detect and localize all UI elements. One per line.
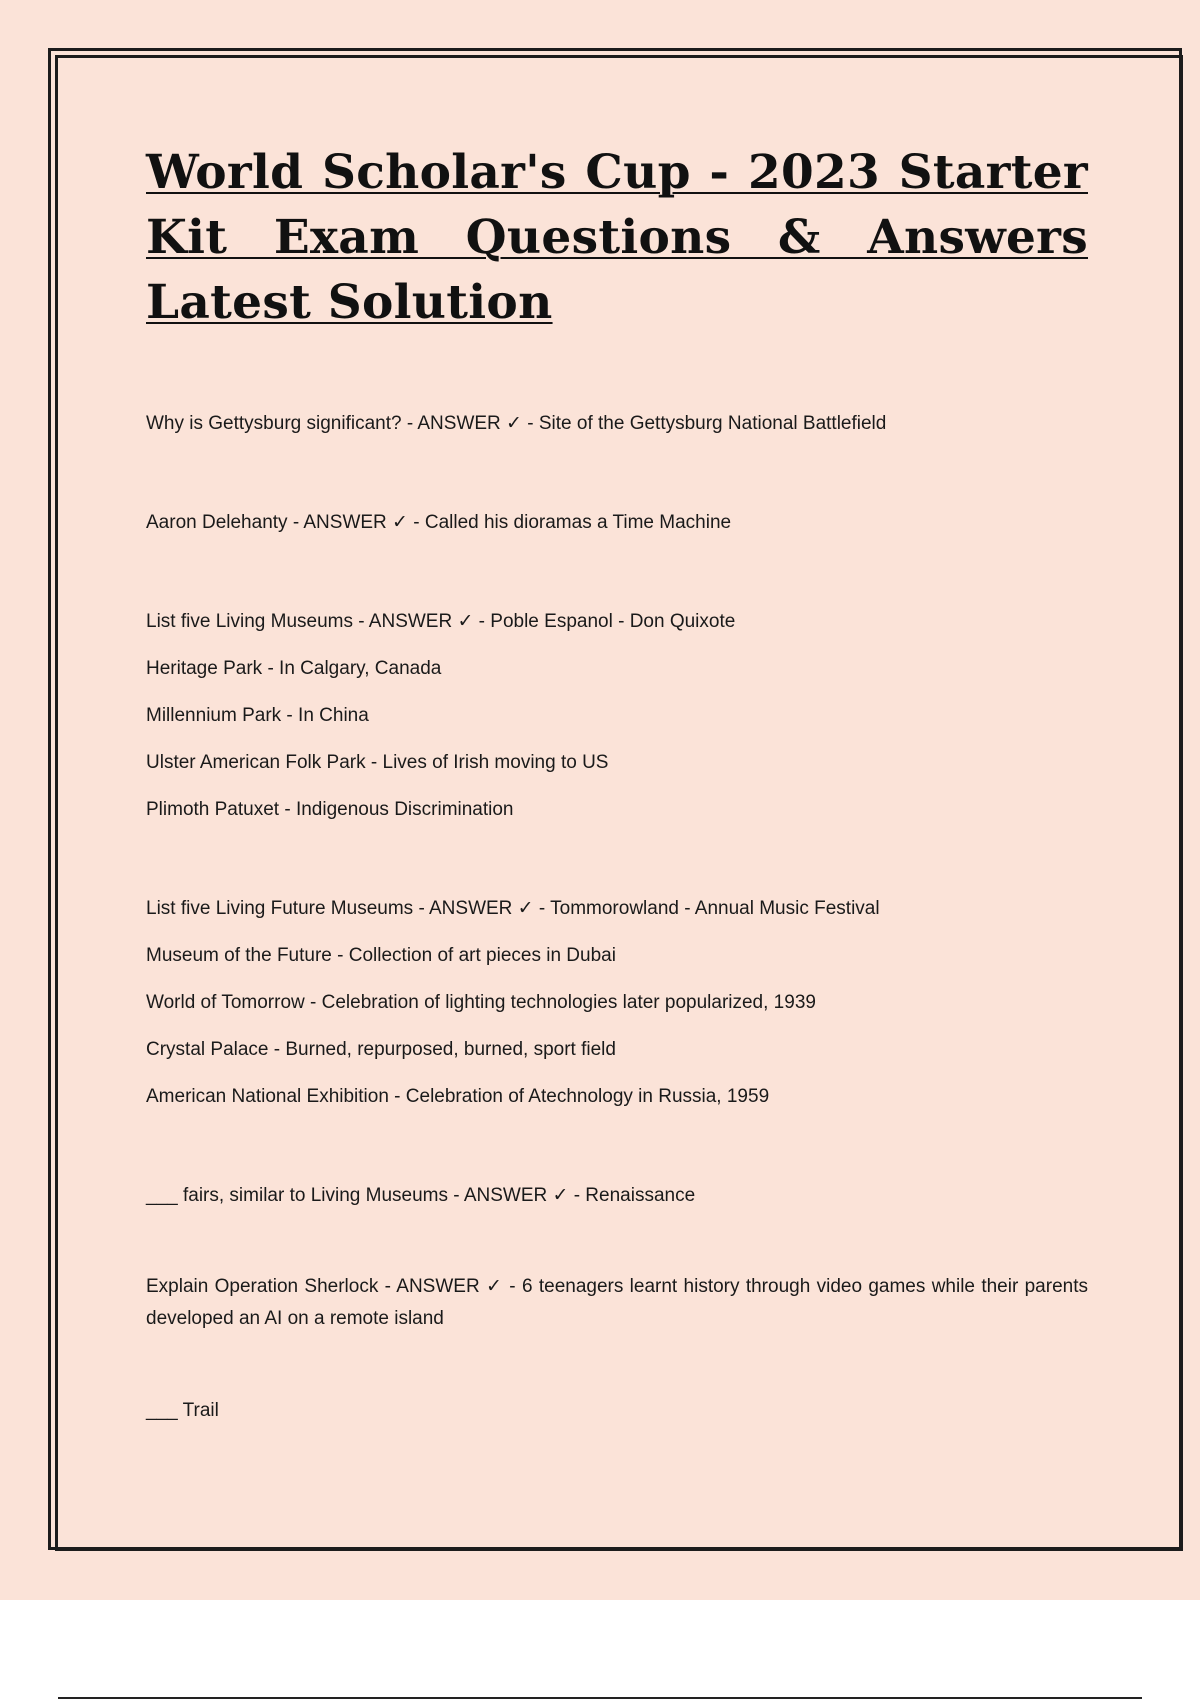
qa-item [146,1387,1088,1434]
qa-line: Heritage Park - In Calgary, Canada [146,658,442,679]
document-title: World Scholar's Cup - 2023 Starter Kit Exam Questions & Answers Latest Solution [146,145,1088,330]
qa-line: ___ fairs, similar to Living Museums - ANSWER ✓ - Renaissance [146,1185,696,1206]
qa-line: Aaron Delehanty - ANSWER ✓ - Called his dioramas a Time Machine [146,512,732,533]
footer-divider [58,1697,1142,1699]
qa-line: List five Living Future Museums - ANSWER ✓ - Tommorowland - Annual Music Festival [146,898,880,919]
qa-line: American National Exhibition - Celebration of Atechnology in Russia, 1959 [146,1086,770,1107]
qa-list [146,400,1088,1434]
qa-item [146,1271,1088,1335]
qa-line: Plimoth Patuxet - Indigenous Discrimination [146,799,514,820]
qa-line: Ulster American Folk Park - Lives of Irish moving to US [146,752,609,773]
qa-line: Crystal Palace - Burned, repurposed, burned, sport field [146,1039,616,1060]
document-content [146,140,1088,1486]
qa-item [146,499,1088,546]
qa-line: Museum of the Future - Collection of art pieces in Dubai [146,945,616,966]
qa-item [146,400,1088,447]
qa-item [146,885,1088,1120]
qa-line: ___ Trail [146,1400,219,1421]
qa-line: List five Living Museums - ANSWER ✓ - Poble Espanol - Don Quixote [146,611,736,632]
qa-line: Why is Gettysburg significant? - ANSWER ✓ - Site of the Gettysburg National Battlefield [146,413,887,434]
qa-line: Millennium Park - In China [146,705,369,726]
qa-item [146,1172,1088,1219]
qa-line: Explain Operation Sherlock - ANSWER ✓ - 6 teenagers learnt history through video games while their parents developed an AI on a remote island [146,1276,1088,1329]
qa-line: World of Tomorrow - Celebration of lighting technologies later popularized, 1939 [146,992,816,1013]
qa-item [146,598,1088,833]
